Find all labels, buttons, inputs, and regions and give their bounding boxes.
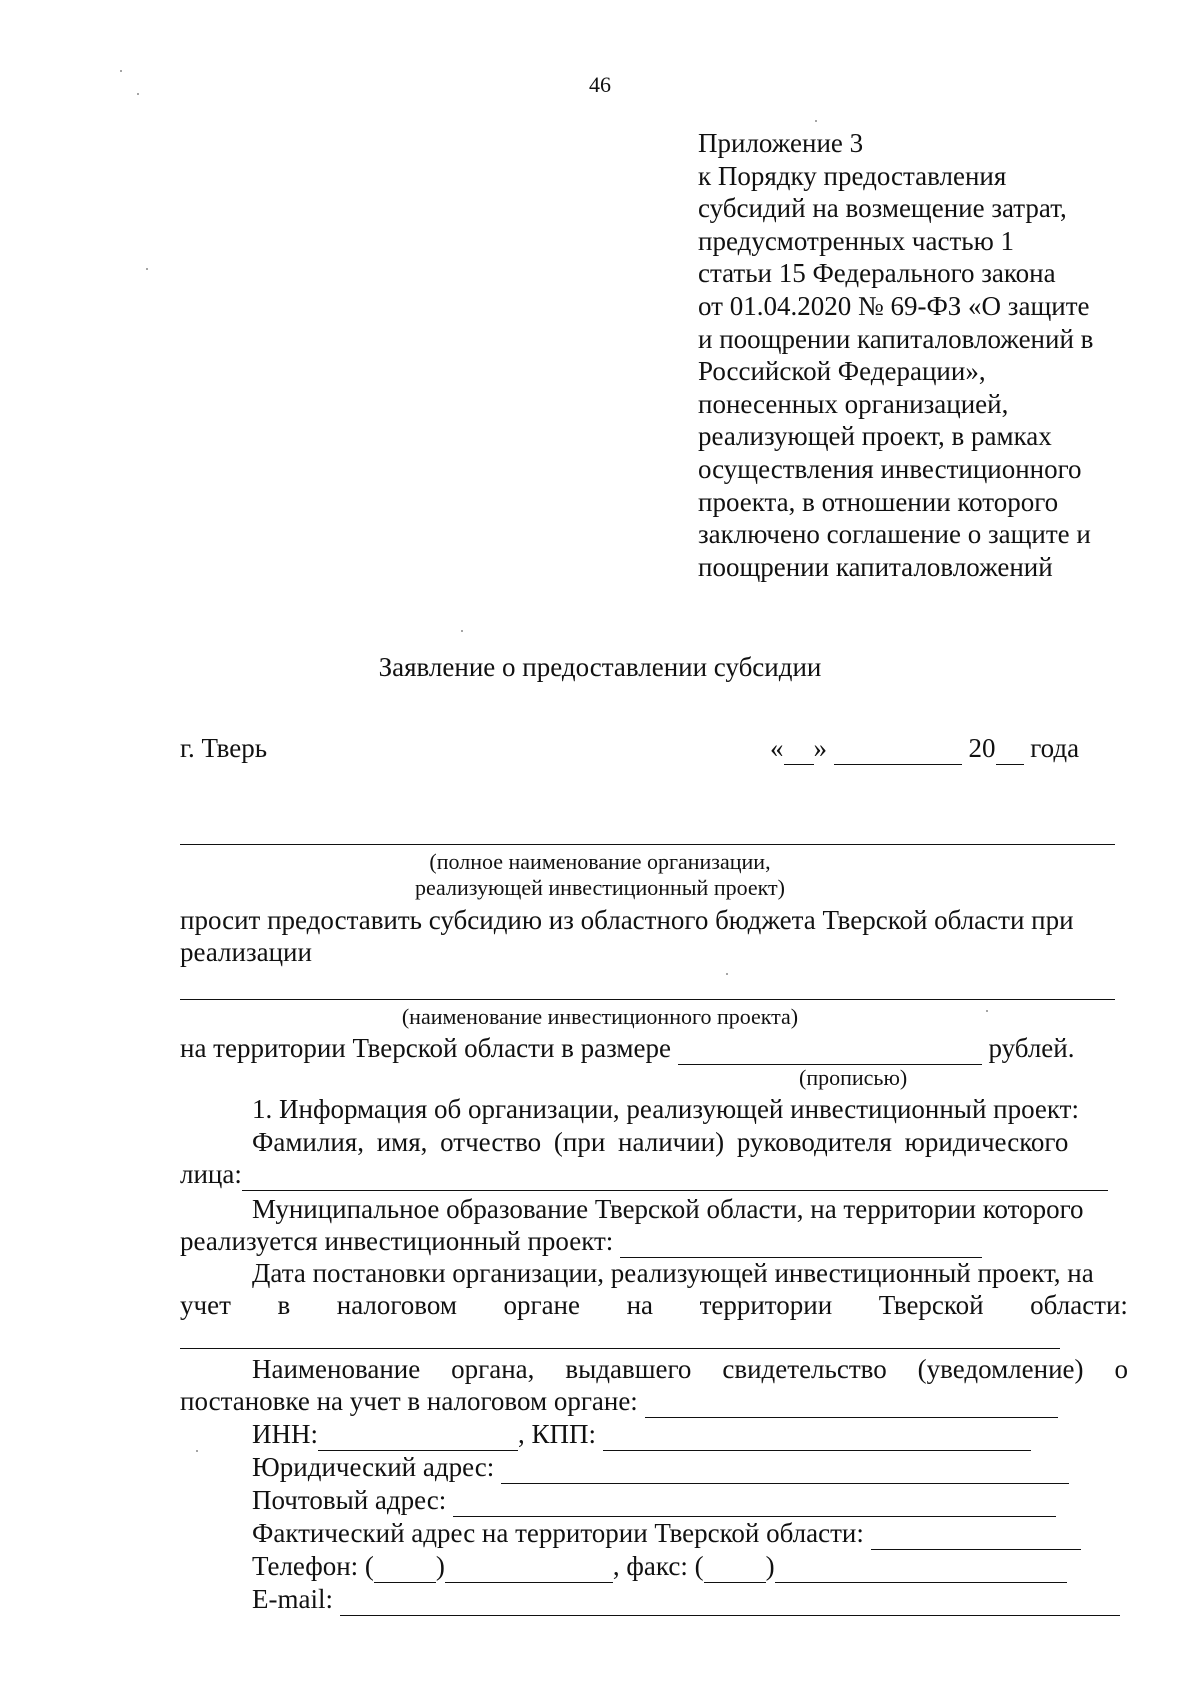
issuer-field[interactable] xyxy=(645,1391,1058,1418)
phone-label: Телефон: ( xyxy=(252,1551,374,1581)
appendix-line: и поощрении капиталовложений в xyxy=(698,323,1094,354)
project-name-field[interactable] xyxy=(180,999,1115,1000)
amount-prefix: на территории Тверской области в размере xyxy=(180,1033,671,1063)
appendix-line: статьи 15 Федерального закона xyxy=(698,258,1056,289)
municipality-label: реализуется инвестиционный проект: xyxy=(180,1226,614,1256)
appendix-line: понесенных организацией, xyxy=(698,388,1009,419)
inn-field[interactable] xyxy=(318,1424,518,1451)
city-label: г. Тверь xyxy=(180,733,268,763)
amount-caption: (прописью) xyxy=(799,1065,908,1090)
actual-address-line xyxy=(252,1517,1081,1550)
fax-close: ) xyxy=(765,1551,775,1581)
legal-address-line xyxy=(252,1451,1069,1484)
kpp-field[interactable] xyxy=(603,1424,1031,1451)
inn-kpp-line xyxy=(252,1418,1031,1451)
head-fio-line-2 xyxy=(180,1158,1108,1191)
fax-code-field[interactable] xyxy=(704,1556,766,1583)
kpp-label: , КПП: xyxy=(518,1419,597,1449)
registration-date-text: Дата постановки организации, реализующей инвестиционный проект, на xyxy=(252,1258,1094,1288)
issuer-label: постановке на учет в налоговом органе: xyxy=(180,1386,638,1416)
appendix-line: поощрении капиталовложений xyxy=(698,551,1053,582)
justified-word: органа, xyxy=(451,1354,535,1384)
org-caption: (полное наименование организации, xyxy=(429,849,771,874)
fax-number-field[interactable] xyxy=(775,1556,1067,1583)
postal-address-line xyxy=(252,1484,1056,1517)
municipality-text: Муниципальное образование Тверской области, на территории которого xyxy=(252,1194,1084,1224)
scan-speck xyxy=(815,120,817,122)
document-title: Заявление о предоставлении субсидии xyxy=(378,652,822,682)
appendix-line: осуществления инвестиционного xyxy=(698,453,1082,484)
head-fio-line: Фамилия, имя, отчество (при наличии) руководителя юридического xyxy=(252,1127,1069,1157)
justified-word: на xyxy=(626,1290,653,1320)
org-name-field[interactable] xyxy=(180,844,1115,845)
scan-speck xyxy=(461,630,463,632)
justified-word: налоговом xyxy=(336,1290,457,1320)
email-label: E-mail: xyxy=(252,1584,333,1614)
amount-suffix: рублей. xyxy=(988,1033,1075,1063)
page-number: 46 xyxy=(589,72,611,97)
justified-word: органе xyxy=(503,1290,580,1320)
request-text: просит предоставить субсидию из областного бюджета Тверской области при xyxy=(180,905,1074,935)
phone-fax-line xyxy=(252,1550,1067,1583)
justified-word: учет xyxy=(180,1290,231,1320)
appendix-line: к Порядку предоставления xyxy=(698,160,1007,191)
issuer-line-2 xyxy=(180,1385,1058,1418)
section-heading: 1. Информация об организации, реализующей инвестиционный проект: xyxy=(252,1094,1079,1124)
justified-word: свидетельство xyxy=(722,1354,887,1384)
head-fio-field[interactable] xyxy=(242,1164,1108,1191)
legal-address-field[interactable] xyxy=(501,1457,1069,1484)
registration-date-line-2 xyxy=(180,1289,1128,1322)
appendix-line: проекта, в отношении которого xyxy=(698,486,1059,517)
request-text: реализации xyxy=(180,937,312,967)
email-line xyxy=(252,1583,1120,1616)
appendix-block xyxy=(698,127,1093,583)
head-fio-text xyxy=(252,1126,1127,1159)
phone-code-field[interactable] xyxy=(374,1556,436,1583)
legal-address-label: Юридический адрес: xyxy=(252,1452,495,1482)
email-field[interactable] xyxy=(340,1589,1120,1616)
amount-line xyxy=(180,1032,1075,1065)
date-close-quote: » xyxy=(813,733,827,763)
appendix-line: от 01.04.2020 № 69-ФЗ «О защите xyxy=(698,290,1090,321)
project-caption: (наименование инвестиционного проекта) xyxy=(401,1004,799,1029)
municipality-field[interactable] xyxy=(620,1231,982,1258)
date-open-quote: « xyxy=(770,733,784,763)
scan-speck xyxy=(146,268,148,270)
appendix-line: предусмотренных частью 1 xyxy=(698,225,1015,256)
justified-word: Наименование xyxy=(252,1354,421,1384)
year-suffix: года xyxy=(1030,733,1080,763)
justified-word: (уведомление) xyxy=(917,1354,1084,1384)
registration-date-field[interactable] xyxy=(180,1348,1060,1349)
justified-word: в xyxy=(277,1290,291,1320)
appendix-line: заключено соглашение о защите и xyxy=(698,519,1091,550)
phone-close: ) xyxy=(435,1551,445,1581)
justified-word: Тверской xyxy=(878,1290,984,1320)
justified-word: о xyxy=(1114,1354,1128,1384)
appendix-line: Российской Федерации», xyxy=(698,356,986,387)
month-field[interactable] xyxy=(834,738,962,765)
phone-number-field[interactable] xyxy=(445,1556,613,1583)
date-line xyxy=(770,732,1079,765)
appendix-line: Приложение 3 xyxy=(698,128,864,158)
justified-word: территории xyxy=(699,1290,833,1320)
actual-address-field[interactable] xyxy=(871,1523,1081,1550)
appendix-line: реализующей проект, в рамках xyxy=(698,421,1052,452)
org-caption: реализующей инвестиционный проект) xyxy=(415,875,785,900)
scan-speck xyxy=(196,1450,198,1452)
postal-address-label: Почтовый адрес: xyxy=(252,1485,447,1515)
scan-speck xyxy=(726,973,728,975)
head-fio-label: лица: xyxy=(180,1159,242,1189)
postal-address-field[interactable] xyxy=(453,1490,1056,1517)
year-prefix: 20 xyxy=(968,733,996,763)
issuer-line-1 xyxy=(252,1353,1128,1386)
year-field[interactable] xyxy=(996,738,1024,765)
justified-word: выдавшего xyxy=(565,1354,692,1384)
appendix-line: субсидий на возмещение затрат, xyxy=(698,193,1067,224)
day-field[interactable] xyxy=(784,738,814,765)
municipality-line-2 xyxy=(180,1225,982,1258)
inn-label: ИНН: xyxy=(252,1419,318,1449)
amount-field[interactable] xyxy=(678,1038,982,1065)
actual-address-label: Фактический адрес на территории Тверской области: xyxy=(252,1518,864,1548)
fax-label: , факс: ( xyxy=(612,1551,704,1581)
justified-word: области: xyxy=(1030,1290,1128,1320)
